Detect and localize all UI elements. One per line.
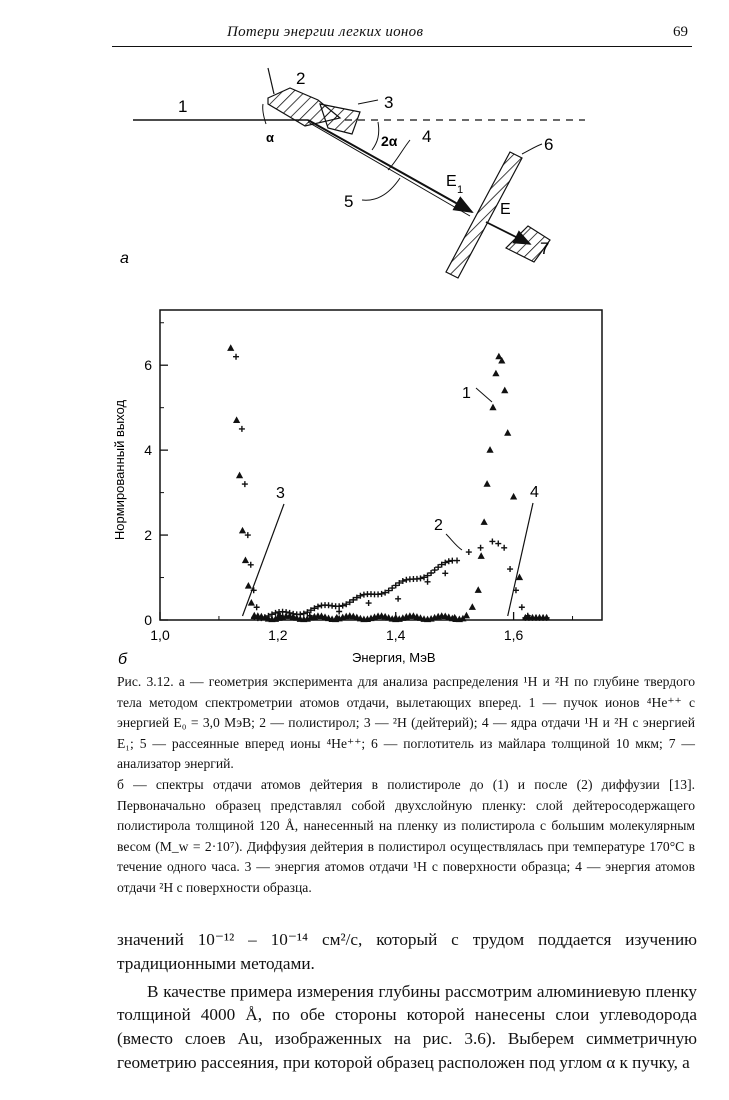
y-axis-label: Нормированный выход [112, 399, 127, 541]
chart-points [227, 344, 550, 622]
point-series-2 [283, 609, 289, 615]
point-series-2 [432, 567, 438, 573]
label-7: 7 [540, 239, 550, 258]
label-e: E [500, 201, 511, 218]
curve-label-1: 1 [462, 385, 471, 402]
point-series-1 [245, 582, 252, 589]
point-series-2 [395, 596, 401, 602]
figure-caption [117, 672, 695, 899]
point-series-1 [489, 404, 496, 411]
y-tick-label: 0 [144, 612, 152, 628]
label-e1: E [446, 173, 457, 190]
point-series-1 [475, 586, 482, 593]
label-2: 2 [296, 69, 306, 88]
chart-frame [160, 310, 602, 620]
point-series-1 [236, 472, 243, 479]
point-series-1 [510, 493, 517, 500]
point-series-2 [442, 570, 448, 576]
running-title: Потери энергии легких ионов [227, 24, 424, 40]
plot-border [160, 310, 602, 620]
panel-label-a: а [120, 250, 129, 267]
point-series-2 [425, 579, 431, 585]
curve-label-2: 2 [434, 517, 443, 534]
point-series-2 [466, 549, 472, 555]
point-series-2 [417, 575, 423, 581]
point-series-2 [454, 558, 460, 564]
point-series-1 [481, 518, 488, 525]
point-series-2 [233, 354, 239, 360]
curve-pointer-2 [446, 534, 462, 550]
label-3: 3 [384, 93, 394, 112]
point-series-2 [489, 538, 495, 544]
curve-label-4: 4 [530, 484, 539, 501]
point-series-2 [242, 481, 248, 487]
x-tick-label: 1,2 [268, 627, 288, 643]
y-tick-label: 4 [144, 442, 152, 459]
x-tick-label: 1,0 [150, 627, 170, 643]
point-series-1 [239, 527, 246, 534]
body-paragraph-2: В качестве примера измерения глубины рассмотрим алюминиевую пленку толщиной 4000 Å, по обе стороны которой нанесены слои углеводорода (вместо слоев Au, изображенных на рис. 3.6). Выберем симметричную геометрию рассеяния, при которой образец расположен под углом α к пучку, а [117, 981, 697, 1072]
label-6: 6 [544, 135, 554, 154]
point-series-1 [492, 370, 499, 377]
point-series-1 [478, 552, 485, 559]
chart-ticks [144, 323, 572, 643]
page-number: 69 [673, 24, 688, 40]
chart-annotations [243, 385, 539, 616]
label-two-alpha: 2α [381, 133, 398, 149]
surface-marker-3 [243, 504, 284, 616]
surface-marker-4 [508, 503, 533, 616]
label-5: 5 [344, 192, 354, 211]
point-series-1 [227, 344, 234, 351]
label-1: 1 [178, 97, 188, 116]
curve-label-3: 3 [276, 485, 285, 502]
point-series-1 [463, 612, 470, 619]
y-tick-label: 2 [144, 527, 152, 544]
point-series-1 [486, 446, 493, 453]
y-tick-label: 6 [144, 357, 152, 374]
x-axis-label: Энергия, МэВ [352, 650, 436, 665]
point-series-1 [233, 416, 240, 423]
running-header [112, 22, 692, 47]
point-series-2 [519, 604, 525, 610]
point-series-1 [504, 429, 511, 436]
body-paragraph-1: значений 10⁻¹² – 10⁻¹⁴ см²/с, который с трудом поддается изучению традиционными методами. [117, 930, 697, 973]
panel-label-b: б [118, 651, 127, 668]
point-series-2 [501, 545, 507, 551]
point-series-2 [366, 600, 372, 606]
caption-part-b: б — спектры отдачи атомов дейтерия в полистироле до (1) и после (2) диффузии [13]. Первоначально образец представлял собой двухслойную пленку: слой дейтеросодержащего полистирола толщиной 120 Å, нанесенный на пленку из полистирола с большим молекулярным весом (M_w = 2·10⁷). Диффузия дейтерия в полистирол осуществлялась при температуре 170°C в течение одного часа. 3 — энергия атомов отдачи ¹H с поверхности образца; 4 — энергия атомов отдачи ²H с поверхности образца. [117, 776, 695, 895]
point-series-2 [495, 541, 501, 547]
curve-pointer-1 [476, 388, 492, 402]
caption-part-a: Рис. 3.12. а — геометрия эксперимента для анализа распределения ¹H и ²H по глубине твердого тела методом спектрометрии атомов отдачи, вылетающих вперед. 1 — пучок ионов ⁴He⁺⁺ с энергией E₀ = 3,0 МэВ; 2 — полистирол; 3 — ²H (дейтерий); 4 — ядра отдачи ¹H и ²H с энергией E₁; 5 — рассеянные вперед ионы ⁴He⁺⁺; 6 — поглотитель из майлара толщиной 10 мкм; 7 — анализатор энергий. [117, 674, 695, 772]
point-series-2 [446, 558, 452, 564]
figure-b-chart [0, 295, 729, 670]
point-series-2 [336, 609, 342, 615]
point-series-1 [483, 480, 490, 487]
label-4: 4 [422, 127, 432, 146]
label-alpha: α [266, 130, 274, 145]
x-tick-label: 1,6 [503, 627, 524, 643]
point-series-1 [242, 557, 249, 564]
point-series-2 [239, 426, 245, 432]
point-series-2 [507, 566, 513, 572]
point-series-2 [379, 591, 385, 597]
body-text [117, 928, 697, 1079]
label-e1-sub: 1 [457, 184, 464, 196]
point-series-1 [501, 387, 508, 394]
point-series-2 [478, 545, 484, 551]
point-series-1 [469, 603, 476, 610]
point-series-2 [297, 611, 303, 617]
x-tick-label: 1,4 [385, 627, 406, 643]
